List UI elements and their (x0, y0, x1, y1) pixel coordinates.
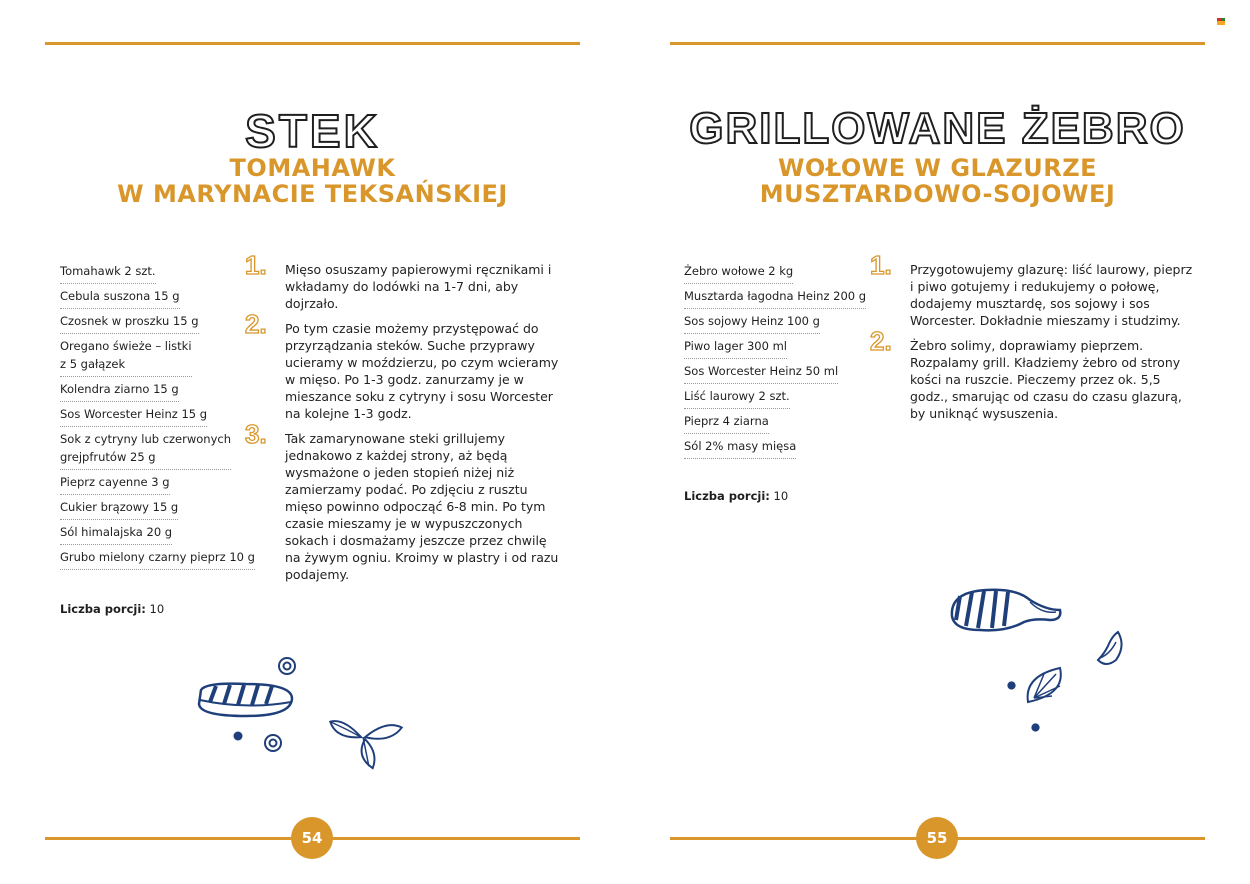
ingredient-item (60, 284, 180, 309)
page-number-left: 54 (291, 817, 333, 859)
portions-label: Liczba porcji: (60, 602, 146, 616)
garlic-clove-icon (1094, 628, 1126, 668)
ingredient-text: Żebro wołowe 2 kg (684, 264, 794, 278)
left-steps (245, 250, 565, 591)
page-number-right: 55 (916, 817, 958, 859)
ingredient-text: Sos Worcester Heinz 15 g (60, 407, 208, 421)
ingredient-item (60, 470, 170, 495)
ingredient-text: Sos sojowy Heinz 100 g (684, 314, 820, 328)
ingredient-text: Cebula suszona 15 g (60, 289, 180, 303)
ingredient-item (684, 309, 820, 334)
step-number: 1. (245, 250, 267, 280)
ingredient-item (684, 359, 838, 384)
brand-logo-icon (1217, 18, 1225, 25)
ingredient-text: Sok z cytryny lub czerwonych (60, 432, 232, 446)
steak-sketch-icon (196, 680, 296, 720)
left-title: STEK (245, 105, 380, 157)
ingredient-text: Musztarda łagodna Heinz 200 g (684, 289, 867, 303)
right-title: GRILLOWANE ŻEBRO (689, 104, 1186, 153)
ingredient-item (60, 427, 231, 470)
right-subtitle-line2: MUSZTARDOWO-SOJOWEJ (759, 180, 1116, 208)
ingredient-text: Sól 2% masy mięsa (684, 439, 797, 453)
recipe-step (245, 250, 565, 312)
right-ingredient-list (684, 259, 866, 459)
pepper-icon (277, 656, 297, 676)
ingredient-item (684, 259, 793, 284)
ingredient-text: Grubo mielony czarny pieprz 10 g (60, 550, 255, 564)
ingredient-text: Sos Worcester Heinz 50 ml (684, 364, 839, 378)
ingredient-text: Oregano świeże – listki (60, 339, 192, 353)
step-text: Mięso osuszamy papierowymi ręcznikami i wkładamy do lodówki na 1-7 dni, aby dojrzało. (285, 262, 552, 311)
ingredient-text: Kolendra ziarno 15 g (60, 382, 179, 396)
left-portions (60, 602, 164, 616)
ingredient-item (60, 377, 179, 402)
ingredient-text: Pieprz 4 ziarna (684, 414, 769, 428)
right-portions (684, 489, 788, 503)
ingredient-item (60, 334, 192, 377)
ingredient-item (60, 402, 207, 427)
left-subtitle-line1: TOMAHAWK (229, 154, 396, 182)
pepper-icon (1030, 722, 1041, 733)
step-text: Tak zamarynowane steki grillujemy jednakowo z każdej strony, aż będą wysmażone o jeden stopień niżej niż zamierzamy podać. Po zdjęciu z rusztu mięso powinno odpocząć 6-8 min. Po tym czasie mieszamy je w wypuszczonych sokach i dosmażamy jeszcze przez chwilę na żywym ogniu. Kroimy w plastry i od razu podajemy. (285, 431, 559, 582)
ingredient-text: Liść laurowy 2 szt. (684, 389, 790, 403)
ingredient-text: Tomahawk 2 szt. (60, 264, 156, 278)
ingredient-item (684, 384, 790, 409)
recipe-step (870, 250, 1195, 329)
right-steps (870, 250, 1195, 430)
ingredient-item (60, 520, 172, 545)
ingredient-text: Cukier brązowy 15 g (60, 500, 179, 514)
step-number: 2. (245, 309, 267, 339)
ingredient-text: Sól himalajska 20 g (60, 525, 173, 539)
pepper-icon (1006, 680, 1017, 691)
lemon-slice-icon (1016, 664, 1072, 708)
portions-value: 10 (145, 602, 165, 616)
ingredient-text: Piwo lager 300 ml (684, 339, 787, 353)
step-text: Przygotowujemy glazurę: liść laurowy, pieprz i piwo gotujemy i redukujemy o połowę, dodajemy musztardę, sos sojowy i sos Worcester. Dokładnie mieszamy i studzimy. (910, 262, 1193, 328)
left-subtitle-line2: W MARYNACIE TEKSAŃSKIEJ (117, 180, 508, 208)
pepper-icon (263, 733, 283, 753)
basil-leaf-icon (325, 714, 405, 772)
ingredient-text: Czosnek w proszku 15 g (60, 314, 199, 328)
step-number: 2. (870, 326, 892, 356)
step-text: Po tym czasie możemy przystępować do przyrządzania steków. Suche przyprawy ucieramy w moździerzu, po czym wcieramy w mięso. Po 1-3 godz. zanurzamy je w mieszance soku z cytryny i sosu Worcester na kolejne 1-3 godz. (285, 321, 559, 421)
step-text: Żebro solimy, doprawiamy pieprzem. Rozpalamy grill. Kładziemy żebro od strony kości na ruszcie. Pieczemy przez ok. 5,5 godz., smarując od czasu do czasu glazurą, by uniknąć wysuszenia. (910, 338, 1182, 421)
ingredient-item (60, 495, 178, 520)
ingredient-item (684, 334, 787, 359)
ingredient-item (60, 545, 255, 570)
ingredient-item (684, 434, 796, 459)
pepper-icon (232, 730, 244, 742)
ingredient-text: grejpfrutów 25 g (60, 450, 156, 464)
portions-value: 10 (769, 489, 789, 503)
right-subtitle-line1: WOŁOWE W GLAZURZE (777, 154, 1098, 182)
left-ingredient-list (60, 259, 255, 570)
ingredient-item (684, 284, 866, 309)
portions-label: Liczba porcji: (684, 489, 770, 503)
ingredient-item (684, 409, 769, 434)
rib-sketch-icon (946, 586, 1066, 636)
recipe-step (245, 419, 565, 583)
recipe-step (870, 326, 1195, 422)
top-rule-right (670, 42, 1205, 45)
ingredient-item (60, 259, 156, 284)
ingredient-text: Pieprz cayenne 3 g (60, 475, 170, 489)
ingredient-text: z 5 gałązek (60, 357, 126, 371)
step-number: 1. (870, 250, 892, 280)
ingredient-item (60, 309, 199, 334)
step-number: 3. (245, 419, 267, 449)
recipe-step (245, 309, 565, 422)
top-rule-left (45, 42, 580, 45)
